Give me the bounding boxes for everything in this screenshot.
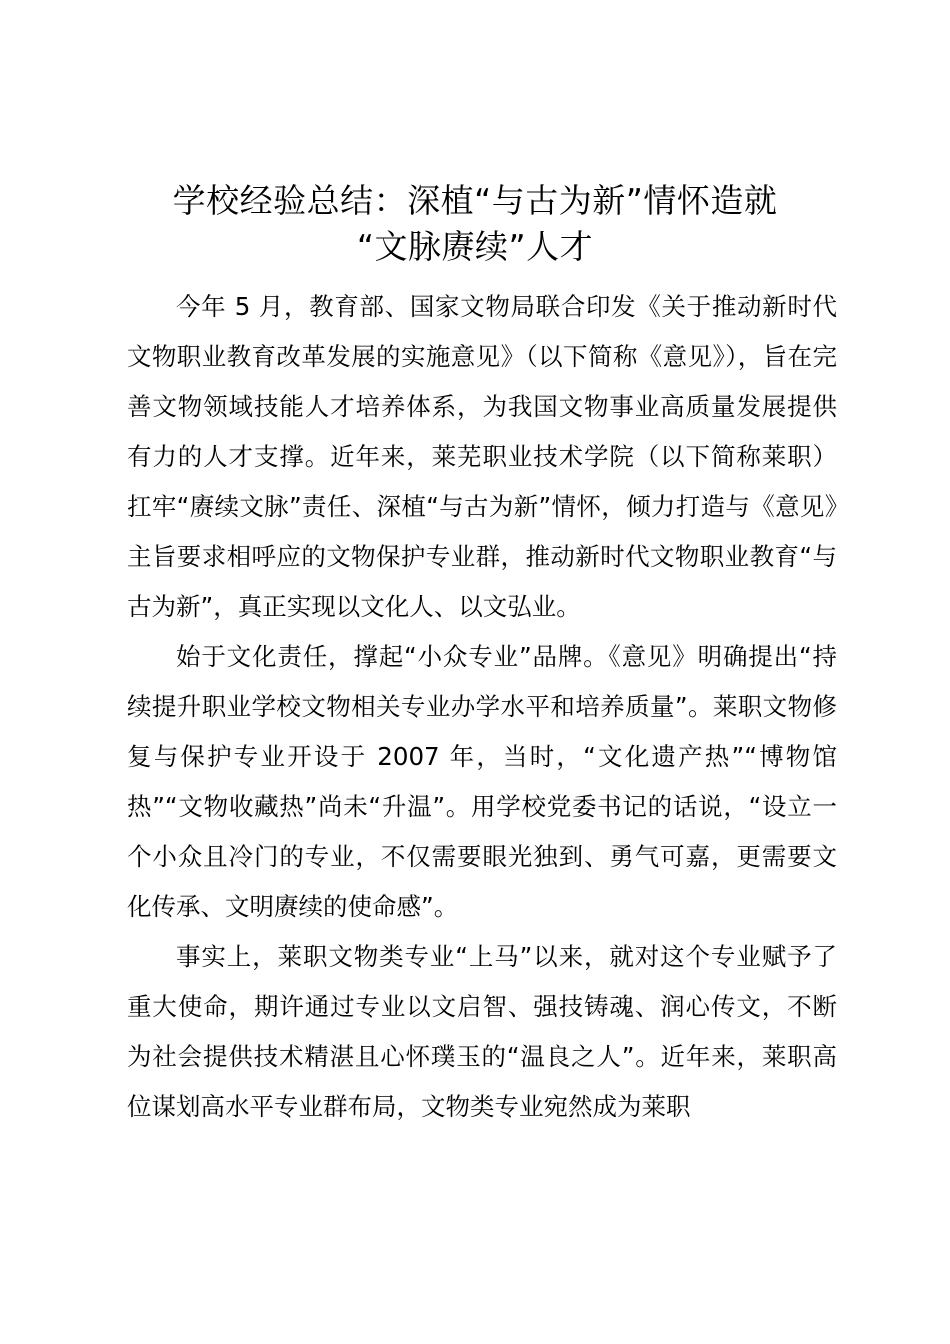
title-line-2: “文脉赓续”人才	[356, 227, 594, 266]
paragraph: 始于文化责任，撑起“小众专业”品牌。《意见》明确提出“持续提升职业学校文物相关专业办学水平和培养质量”。莱职文物修复与保护专业开设于 2007 年，当时，“文化遗产热”“博物馆热”“文物收藏热”尚未“升温”。用学校党委书记的话说，“设立一个小众且冷门的专业，不仅需要眼光独到、勇气可嘉，更需要文化传承、文明赓续的使命感”。	[127, 642, 837, 921]
paragraph: 今年 5 月，教育部、国家文物局联合印发《关于推动新时代文物职业教育改革发展的实施意见》（以下简称《意见》），旨在完善文物领域技能人才培养体系，为我国文物事业高质量发展提供有力的人才支撑。近年来，莱芜职业技术学院（以下简称莱职）扛牢“赓续文脉”责任、深植“与古为新”情怀，倾力打造与《意见》主旨要求相呼应的文物保护专业群，推动新时代文物职业教育“与古为新”，真正实现以文化人、以文弘业。	[127, 292, 837, 621]
document-body	[127, 282, 837, 1132]
document-title	[0, 178, 950, 270]
paragraph: 事实上，莱职文物类专业“上马”以来，就对这个专业赋予了重大使命，期许通过专业以文启智、强技铸魂、润心传文，不断为社会提供技术精湛且心怀璞玉的“温良之人”。近年来，莱职高位谋划高水平专业群布局，文物类专业宛然成为莱职	[127, 942, 837, 1121]
title-line-1: 学校经验总结：深植“与古为新”情怀造就	[172, 181, 778, 220]
